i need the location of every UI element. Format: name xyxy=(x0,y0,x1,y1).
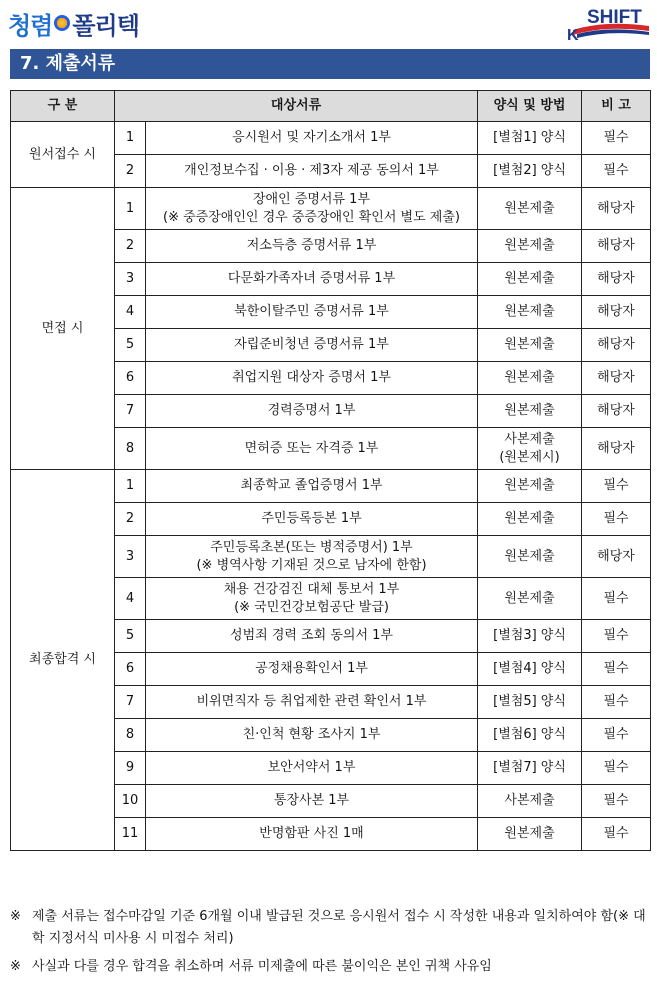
document-name: 저소득층 증명서류 1부 xyxy=(246,238,377,253)
method-cell xyxy=(478,188,582,230)
note-cell: 해당자 xyxy=(582,329,651,362)
document-cell xyxy=(146,653,478,686)
method-text: [별첨3] 양식 xyxy=(493,628,566,643)
document-name: 주민등록등본 1부 xyxy=(261,511,362,526)
note-cell: 해당자 xyxy=(582,230,651,263)
document-remark: (※ 국민건강보험공단 발급) xyxy=(234,599,389,615)
note-cell: 필수 xyxy=(582,155,651,188)
note-cell: 필수 xyxy=(582,470,651,503)
k-shift-logo-graphic xyxy=(565,6,651,42)
document-name: 공정채용확인서 1부 xyxy=(255,661,368,676)
row-number: 1 xyxy=(115,470,146,503)
header-note: 비 고 xyxy=(582,91,651,122)
row-number: 1 xyxy=(115,188,146,230)
submission-documents-table xyxy=(10,90,651,851)
table-row xyxy=(11,188,651,230)
notes-section xyxy=(10,906,652,984)
row-number: 9 xyxy=(115,752,146,785)
note-cell: 필수 xyxy=(582,785,651,818)
document-cell xyxy=(146,752,478,785)
note-cell: 해당자 xyxy=(582,395,651,428)
document-name: 통장사본 1부 xyxy=(273,793,350,808)
document-cell xyxy=(146,122,478,155)
note-cell: 필수 xyxy=(582,578,651,620)
document-cell xyxy=(146,470,478,503)
method-cell xyxy=(478,263,582,296)
document-cell xyxy=(146,329,478,362)
row-number: 5 xyxy=(115,329,146,362)
method-text: 사본제출 xyxy=(504,431,555,447)
method-text: [별첨5] 양식 xyxy=(493,694,566,709)
method-cell xyxy=(478,536,582,578)
document-name: 친·인척 현황 조사지 1부 xyxy=(242,727,381,742)
header-documents: 대상서류 xyxy=(115,91,478,122)
method-cell xyxy=(478,785,582,818)
document-name: 반명함판 사진 1매 xyxy=(259,826,364,841)
method-cell xyxy=(478,122,582,155)
method-text: 원본제출 xyxy=(504,478,555,493)
method-cell xyxy=(478,818,582,851)
method-text: 원본제출 xyxy=(504,304,555,319)
header-method: 양식 및 방법 xyxy=(478,91,582,122)
method-cell xyxy=(478,470,582,503)
method-text: [별첨7] 양식 xyxy=(493,760,566,775)
logo-text-polytech: 폴리텍 xyxy=(72,10,139,40)
method-text: 원본제출 xyxy=(504,271,555,286)
document-name: 취업지원 대상자 증명서 1부 xyxy=(232,370,391,385)
document-name: 최종학교 졸업증명서 1부 xyxy=(240,478,383,493)
method-cell xyxy=(478,653,582,686)
method-cell xyxy=(478,719,582,752)
note-mark: ※ xyxy=(10,909,21,924)
document-name: 채용 건강검진 대체 통보서 1부 xyxy=(223,581,400,597)
document-name: 북한이탈주민 증명서류 1부 xyxy=(234,304,389,319)
document-name: 장애인 증명서류 1부 xyxy=(253,191,370,207)
note-cell: 해당자 xyxy=(582,362,651,395)
note-cell: 필수 xyxy=(582,686,651,719)
category-cell: 최종합격 시 xyxy=(11,470,115,851)
note-mark: ※ xyxy=(10,959,21,974)
method-text: 사본제출 xyxy=(504,793,555,808)
method-cell xyxy=(478,296,582,329)
row-number: 3 xyxy=(115,263,146,296)
logo-text-cheongnyeom: 청렴 xyxy=(8,10,53,40)
row-number: 7 xyxy=(115,686,146,719)
document-name: 자립준비청년 증명서류 1부 xyxy=(234,337,389,352)
note-cell: 필수 xyxy=(582,503,651,536)
row-number: 8 xyxy=(115,428,146,470)
method-text: 원본제출 xyxy=(504,403,555,418)
table-body xyxy=(11,122,651,851)
note-cell: 해당자 xyxy=(582,263,651,296)
method-text: 원본제출 xyxy=(504,238,555,253)
note-cell: 필수 xyxy=(582,122,651,155)
document-name: 비위면직자 등 취업제한 관련 확인서 1부 xyxy=(196,694,427,709)
method-cell xyxy=(478,578,582,620)
document-cell xyxy=(146,263,478,296)
method-cell xyxy=(478,752,582,785)
document-cell xyxy=(146,230,478,263)
logo-k-letter: K xyxy=(567,27,579,42)
method-text: [별첨1] 양식 xyxy=(493,130,566,145)
row-number: 2 xyxy=(115,155,146,188)
method-text: [별첨6] 양식 xyxy=(493,727,566,742)
row-number: 7 xyxy=(115,395,146,428)
document-cell xyxy=(146,818,478,851)
note-cell: 해당자 xyxy=(582,428,651,470)
document-name: 응시원서 및 자기소개서 1부 xyxy=(232,130,391,145)
document-name: 경력증명서 1부 xyxy=(267,403,356,418)
method-text: 원본제출 xyxy=(504,590,555,606)
row-number: 8 xyxy=(115,719,146,752)
note-item xyxy=(10,956,652,978)
note-cell: 필수 xyxy=(582,719,651,752)
method-cell xyxy=(478,362,582,395)
document-name: 보안서약서 1부 xyxy=(267,760,356,775)
logo-shift-text: SHIFT xyxy=(587,7,642,28)
row-number: 5 xyxy=(115,620,146,653)
document-cell xyxy=(146,155,478,188)
note-cell: 필수 xyxy=(582,620,651,653)
row-number: 11 xyxy=(115,818,146,851)
document-name: 개인정보수집 · 이용 · 제3자 제공 동의서 1부 xyxy=(184,163,439,178)
note-item xyxy=(10,906,652,950)
row-number: 3 xyxy=(115,536,146,578)
header-category: 구 분 xyxy=(11,91,115,122)
row-number: 4 xyxy=(115,578,146,620)
note-cell: 해당자 xyxy=(582,296,651,329)
category-cell: 원서접수 시 xyxy=(11,122,115,188)
note-text: 제출 서류는 접수마감일 기준 6개월 이내 발급된 것으로 응시원서 접수 시 작성한 내용과 일치하여야 함(※ 대학 지정서식 미사용 시 미접수 처리) xyxy=(32,909,646,946)
section-title: 7. 제출서류 xyxy=(10,49,650,79)
document-cell xyxy=(146,686,478,719)
note-cell: 해당자 xyxy=(582,536,651,578)
method-text: [별첨2] 양식 xyxy=(493,163,566,178)
document-cell xyxy=(146,188,478,230)
document-cell xyxy=(146,362,478,395)
document-remark: (※ 병역사항 기재된 것으로 남자에 한함) xyxy=(196,557,427,573)
row-number: 6 xyxy=(115,653,146,686)
document-cell xyxy=(146,719,478,752)
method-text: 원본제출 xyxy=(504,548,555,564)
method-text: 원본제출 xyxy=(504,337,555,352)
method-cell xyxy=(478,155,582,188)
document-name: 성범죄 경력 조회 동의서 1부 xyxy=(230,628,393,643)
row-number: 6 xyxy=(115,362,146,395)
row-number: 2 xyxy=(115,230,146,263)
note-cell: 필수 xyxy=(582,818,651,851)
method-text: (원본제시) xyxy=(499,449,560,465)
table-header-row xyxy=(11,91,651,122)
note-cell: 필수 xyxy=(582,752,651,785)
method-text: [별첨4] 양식 xyxy=(493,661,566,676)
category-cell: 면접 시 xyxy=(11,188,115,470)
document-remark: (※ 중증장애인인 경우 중증장애인 확인서 별도 제출) xyxy=(163,209,460,225)
method-text: 원본제출 xyxy=(504,511,555,526)
document-cell xyxy=(146,536,478,578)
note-text: 사실과 다를 경우 합격을 취소하며 서류 미제출에 따른 불이익은 본인 귀책 사유임 xyxy=(32,959,492,974)
method-cell xyxy=(478,230,582,263)
document-cell xyxy=(146,296,478,329)
document-name: 면허증 또는 자격증 1부 xyxy=(244,440,379,456)
document-name: 주민등록초본(또는 병적증명서) 1부 xyxy=(210,539,413,555)
method-cell xyxy=(478,395,582,428)
method-text: 원본제출 xyxy=(504,826,555,841)
note-cell: 해당자 xyxy=(582,188,651,230)
table-row xyxy=(11,470,651,503)
note-cell: 필수 xyxy=(582,653,651,686)
document-cell xyxy=(146,620,478,653)
row-number: 10 xyxy=(115,785,146,818)
document-cell xyxy=(146,395,478,428)
row-number: 2 xyxy=(115,503,146,536)
document-name: 다문화가족자녀 증명서류 1부 xyxy=(227,271,396,286)
row-number: 1 xyxy=(115,122,146,155)
method-cell xyxy=(478,428,582,470)
method-text: 원본제출 xyxy=(504,200,555,216)
row-number: 4 xyxy=(115,296,146,329)
k-shift-logo xyxy=(565,6,651,42)
document-cell xyxy=(146,785,478,818)
document-cell xyxy=(146,578,478,620)
table-row xyxy=(11,122,651,155)
cheongnyeom-polytech-logo xyxy=(8,6,139,40)
method-cell xyxy=(478,620,582,653)
method-cell xyxy=(478,686,582,719)
document-cell xyxy=(146,428,478,470)
method-cell xyxy=(478,329,582,362)
logo-globe-icon xyxy=(54,15,70,31)
method-cell xyxy=(478,503,582,536)
method-text: 원본제출 xyxy=(504,370,555,385)
document-cell xyxy=(146,503,478,536)
